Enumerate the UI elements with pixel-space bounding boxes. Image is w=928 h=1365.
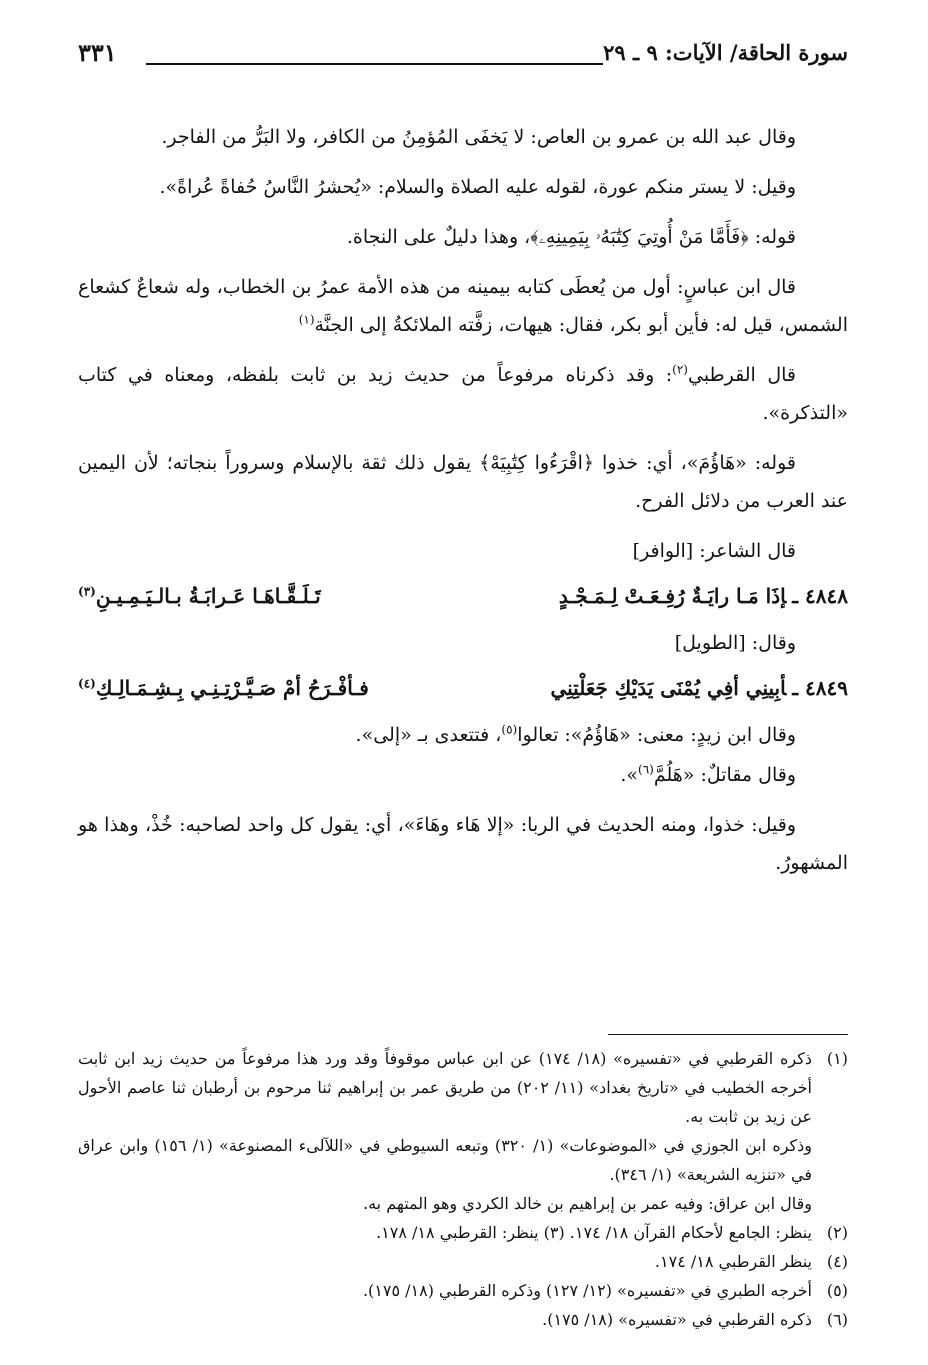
paragraph-text: وقال ابن زيدٍ: معنى: «هَاؤُمُ»: تعالوا [517,724,796,746]
footnote-number: (٢) [826,1223,848,1242]
hemistich: تَـلَـقَّـاهَـا عَـرابَـةُ بـالـيَـمِـيـنِ [95,584,321,608]
meter-label: وقال: [الطويل] [674,632,796,654]
verse-second-half [78,668,369,708]
footnote-text: ينظر القرطبي ١٨/ ١٧٤. [654,1252,812,1271]
footnote-ref[interactable]: (١) [298,312,315,327]
footnote [78,1276,848,1305]
footnote-text: وقال ابن عراق: وفيه عمر بن إبراهيم بن خالد الكردي وهو المتهم به. [362,1194,812,1213]
footnote [78,1131,848,1189]
paragraph [78,268,848,344]
paragraph [78,716,848,754]
paragraph: وقال عبد الله بن عمرو بن العاص: لا يَخفَى المُؤمِنُ من الكافر، ولا البَرُّ من الفاجر. [161,126,796,148]
paragraph-text: ، فتتعدى بـ «إلى». [355,724,502,746]
footnotes [78,1044,848,1334]
footnote [78,1218,848,1247]
footnote-text: وذكره ابن الجوزي في «الموضوعات» (١/ ٣٢٠) وتبعه السيوطي في «اللآلىء المصنوعة» (١/ ١٥٦) وابن عراق في «تنزيه الشريعة» (١/ ٣٤٦). [78,1136,813,1184]
hemistich: إذَا مَـا رايَـةٌ رُفِـعَـتْ لِـمَـجْـدٍ [558,584,787,608]
main-text [78,118,848,894]
footnote-text: ذكره القرطبي في «تفسيره» (١٨/ ١٧٥). [542,1310,812,1329]
paragraph-text: قال القرطبي [687,364,797,386]
hemistich: فـأفْـرَحُ أمْ صَـيَّـرْتِـنِـي بِـشِـمَـالِـكِ [95,676,369,700]
page-header [78,40,848,74]
footnote-ref[interactable]: (٢) [672,362,688,377]
footnote-text: ينظر: الجامع لأحكام القرآن ١٨/ ١٧٤. (٣) ينظر: القرطبي ١٨/ ١٧٨. [376,1223,812,1242]
header-rule [146,63,603,65]
paragraph: قوله: ﴿فَأَمَّا مَنْ أُوتِيَ كِتَٰبَهُۥ بِيَمِينِهِۦ﴾، وهذا دليلٌ على النجاة. [346,226,796,248]
footnote-ref[interactable]: (٤) [78,676,96,691]
footnote-ref[interactable]: (٦) [638,762,654,777]
poem-verse [78,668,848,708]
footnote [78,1247,848,1276]
paragraph: قوله: «هَاؤُمَ»، أي: خذوا ﴿اقْرَءُوا كِتَٰبِيَهْ﴾ يقول ذلك ثقة بالإسلام وسروراً بنجاته؛ لأن اليمين عند العرب من دلائل الفرح. [78,452,848,512]
footnote-number [812,1189,848,1218]
verse-first-half [550,668,848,708]
paragraph: وقيل: خذوا، ومنه الحديث في الربا: «إلا هَاء وهَاءَ»، أي: يقول كل واحد لصاحبه: خُذْ، وهذا هو المشهورُ. [78,814,848,874]
verse-second-half [78,576,321,616]
book-page [78,38,848,1329]
paragraph-text: : وقد ذكرناه مرفوعاً من حديث زيد بن ثابت بلفظه، ومعناه في كتاب «التذكرة». [78,364,848,424]
running-title: سورة الحاقة/ الآيات: ٩ ـ ٢٩ [603,40,848,65]
verse-number: ٤٨٤٨ ـ [792,584,848,608]
paragraph-text: وقال مقاتلٌ: «هَلُمَّ [653,764,796,786]
footnote-number: (١) [826,1049,848,1068]
footnote-ref[interactable]: (٣) [78,584,96,599]
footnote-text: ذكره القرطبي في «تفسيره» (١٨/ ١٧٤) عن ابن عباس موقوفاً وقد ورد هذا مرفوعاً من حديث زيد ابن ثابت أخرجه الخطيب في «تاريخ بغداد» (١١/ ٢٠٢) من طريق عمر بن إبراهيم ثنا مرحوم بن أرطبان ثنا عاصم الأحول عن زيد بن ثابت به. [78,1049,813,1126]
footnote [78,1189,848,1218]
footnote-number: (٤) [826,1252,848,1271]
footnote-number [812,1131,848,1189]
verse-number: ٤٨٤٩ ـ [792,676,848,700]
footnote-ref[interactable]: (٥) [501,722,518,737]
page-number: ٣٣١ [78,38,117,67]
paragraph [78,356,848,432]
footnote-text: أخرجه الطبري في «تفسيره» (١٢/ ١٢٧) وذكره القرطبي (١٨/ ١٧٥). [362,1281,812,1300]
paragraph: وقيل: لا يستر منكم عورة، لقوله عليه الصلاة والسلام: «يُحشرُ النَّاسُ حُفاةً عُراةً». [159,176,796,198]
hemistich: أبِينِي أفِي يُمْنَى يَدَيْكِ جَعَلْتِنِي [550,676,787,700]
footnote [78,1044,848,1131]
footnote [78,1305,848,1334]
paragraph-text: قال ابن عباسٍ: أول من يُعطَى كتابه بيمينه من هذه الأمة عمرُ بن الخطاب، وله شعاعٌ كشعاع الشمس، قيل له: فأين أبو بكر، فقال: هيهات، زفَّته الملائكةُ إلى الجنَّة [78,276,848,336]
poem-verse [78,576,848,616]
footnote-separator [608,1034,848,1035]
meter-label: قال الشاعر: [الوافر] [632,540,796,562]
footnote-number: (٥) [826,1281,848,1300]
paragraph [78,756,848,794]
verse-first-half [559,576,848,616]
footnote-number: (٦) [826,1310,848,1329]
paragraph-text: ». [620,764,638,786]
